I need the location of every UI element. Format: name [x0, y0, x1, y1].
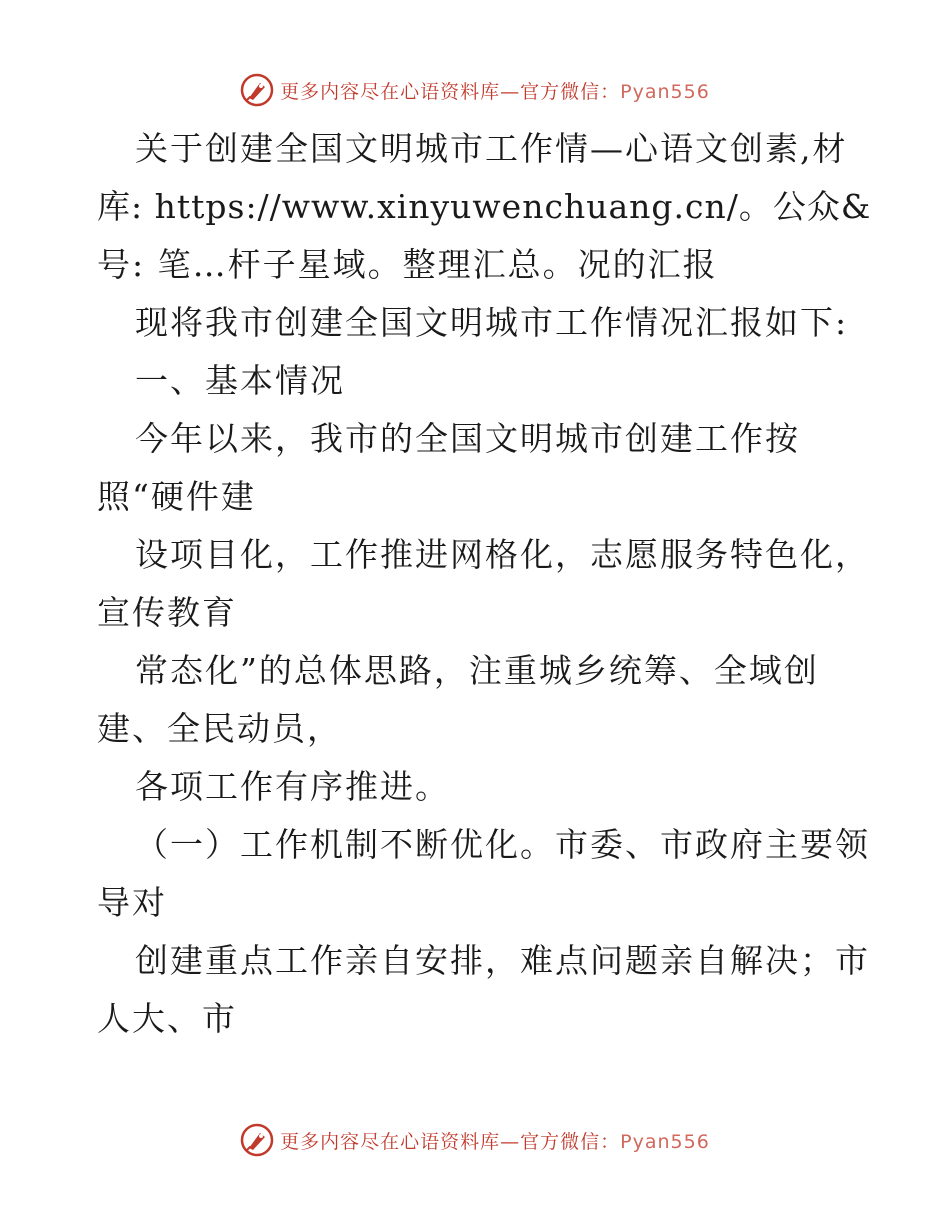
header-banner [0, 70, 950, 110]
header-banner-text: 更多内容尽在心语资料库—官方微信：Pyan556 [280, 80, 710, 103]
pen-nib-logo-icon [240, 1123, 274, 1157]
doc-line: 关于创建全国文明城市工作情—心语文创素,材 [135, 129, 848, 168]
doc-line: 今年以来，我市的全国文明城市创建工作按 [135, 419, 800, 458]
doc-line: 各项工作有序推进。 [135, 767, 450, 806]
doc-line: 导对 [97, 883, 167, 922]
doc-line: 照“硬件建 [97, 477, 256, 516]
doc-line: 现将我市创建全国文明城市工作情况汇报如下: [135, 303, 849, 342]
section-heading: 一、基本情况 [135, 361, 345, 400]
footer-wechat-id: Pyan556 [620, 1130, 710, 1153]
header-wechat-id: Pyan556 [620, 80, 710, 103]
doc-line: 号: 笔…杆子星域。整理汇总。况的汇报 [97, 245, 718, 284]
doc-line: 库: https://www.xinyuwenchuang.cn/。公众& [97, 187, 872, 226]
footer-banner-text: 更多内容尽在心语资料库—官方微信：Pyan556 [280, 1130, 710, 1153]
doc-line: 宣传教育 [97, 593, 237, 632]
footer-banner [0, 1120, 950, 1160]
pen-nib-logo-icon [240, 73, 274, 107]
doc-line: 常态化”的总体思路，注重城乡统筹、全域创 [135, 651, 819, 690]
subsection-heading: （一）工作机制不断优化。市委、市政府主要领 [135, 825, 870, 864]
doc-line: 设项目化，工作推进网格化，志愿服务特色化， [135, 535, 870, 574]
doc-line: 创建重点工作亲自安排，难点问题亲自解决；市 [135, 941, 870, 980]
doc-line: 建、全民动员， [97, 709, 342, 748]
document-body [97, 120, 872, 1048]
doc-line: 人大、市 [97, 999, 237, 1038]
